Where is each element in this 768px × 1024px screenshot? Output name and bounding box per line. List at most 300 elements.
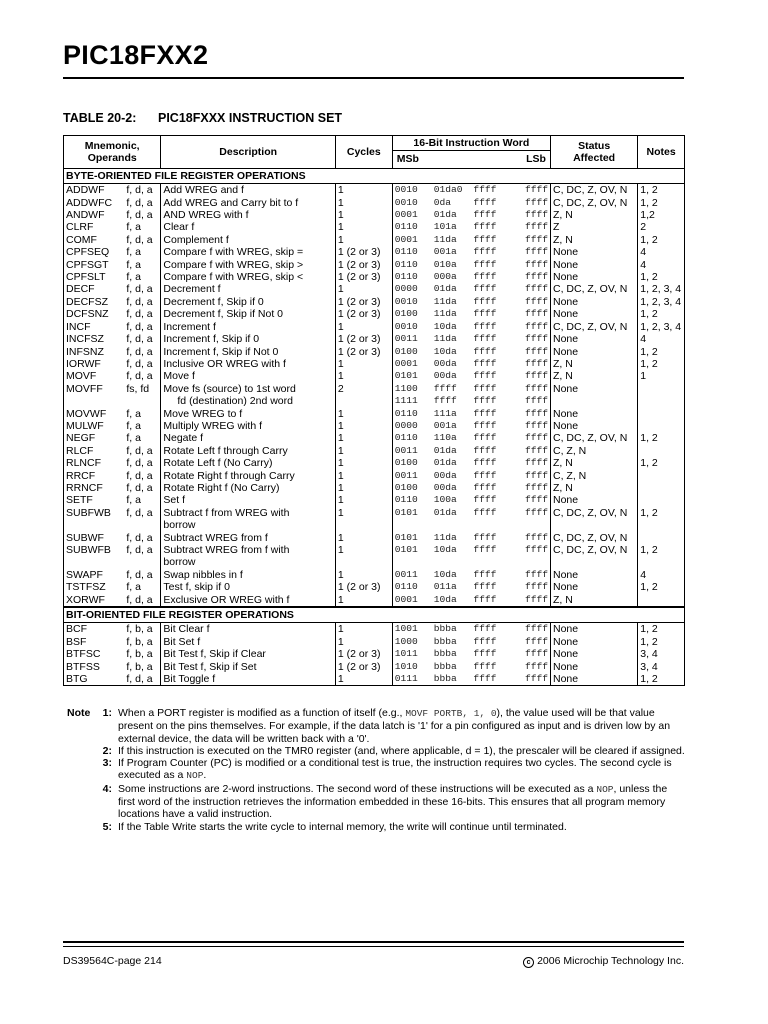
opcode-nibble-cell [511,623,551,636]
mnemonic-cell: RLCF [64,445,125,457]
description-text: Exclusive OR WREG with f [163,593,290,606]
description-cell [161,184,336,197]
header-instruction-word: 16-Bit Instruction Word [392,136,550,151]
opcode-nibble-cell [471,648,511,660]
cycles-cell: 1 [335,184,392,197]
opcode-nibble: 0110 [394,246,418,258]
opcode-nibble-cell [471,661,511,673]
opcode-nibble-cell [392,594,432,607]
instruction-row [64,420,685,432]
cycles-cell: 1 [335,569,392,581]
status-cell: None [550,494,637,506]
instruction-row [64,594,685,607]
note-text-part: . [203,769,207,782]
description-cell [161,581,336,593]
opcode-nibble: 0011 [394,568,418,580]
opcode-nibble: ffff [524,320,548,332]
instruction-row [64,234,685,246]
opcode-nibble: 110a [433,432,457,444]
operands-cell: f, d, a [124,184,161,197]
opcode-nibble-cell [471,507,511,532]
opcode-nibble: 0110 [394,581,418,593]
opcode-nibble: ffff [473,295,497,307]
opcode-nibble-cell [471,296,511,308]
opcode-nibble-cell [432,445,472,457]
opcode-nibble: 010a [433,258,457,270]
notes-cell: 1, 2 [638,673,685,686]
description-cell [161,370,336,382]
opcode-nibble: ffff [473,531,497,543]
opcode-nibble: bbba [433,623,457,635]
description-text: Clear f [163,221,195,234]
operands-cell: f, d, a [124,333,161,345]
note-text-part: When a PORT register is modified as a function of itself (e.g., [118,707,406,719]
mnemonic-cell: SETF [64,494,125,506]
instruction-row [64,661,685,673]
note-code: MOVF PORTB, 1, 0 [405,708,497,719]
opcode-nibble: 0111 [394,673,418,685]
instruction-row [64,296,685,308]
operands-cell: f, d, a [124,569,161,581]
opcode-nibble: ffff [433,382,457,394]
note-label [63,745,118,757]
cycles-cell: 1 [335,283,392,295]
instruction-row [64,259,685,271]
opcode-nibble: ffff [473,209,497,221]
opcode-nibble: ffff [473,283,497,295]
cycles-cell: 2 [335,383,392,408]
opcode-nibble: 00da [433,370,457,382]
opcode-nibble: 11da [433,308,457,320]
opcode-nibble: 11da [433,531,457,543]
description-text: Compare f with WREG, skip < [163,271,304,284]
opcode-nibble: ffff [524,593,548,605]
status-cell: None [550,673,637,686]
description-text: Subtract WREG from f with [163,544,290,556]
opcode-nibble: 000a [433,271,457,283]
opcode-nibble-cell [392,209,432,221]
opcode-nibble: ffff [524,209,548,221]
opcode-nibble: 0110 [394,494,418,506]
opcode-nibble: 0da [433,196,452,208]
status-cell: C, DC, Z, OV, N [550,432,637,444]
notes-cell: 1, 2 [638,623,685,636]
description-text: Decrement f [163,283,221,296]
cycles-cell: 1 [335,673,392,686]
description-text: Set f [163,494,185,507]
operands-cell: f, d, a [124,594,161,607]
status-cell: None [550,648,637,660]
note-number: 1: [102,707,112,719]
footer-copyright-text: 2006 Microchip Technology Inc. [537,955,684,967]
opcode-nibble-cell [432,383,472,408]
operands-cell: f, a [124,494,161,506]
instruction-row [64,648,685,660]
opcode-nibble-cell [511,408,551,420]
mnemonic-cell: MOVWF [64,408,125,420]
notes-cell: 1, 2 [638,184,685,197]
opcode-nibble-cell [392,445,432,457]
description-text: Rotate Right f through Carry [163,469,295,482]
opcode-nibble-cell [511,346,551,358]
notes-cell: 1, 2 [638,636,685,648]
footer-divider [63,941,684,943]
opcode-nibble: ffff [524,258,548,270]
opcode-nibble: 0010 [394,196,418,208]
cycles-cell: 1 [335,623,392,636]
opcode-nibble: ffff [524,568,548,580]
opcode-nibble: ffff [473,673,497,685]
opcode-nibble-cell [392,259,432,271]
opcode-nibble: 00da [433,481,457,493]
note-item [63,707,685,745]
opcode-nibble: 10da [433,345,457,357]
opcode-nibble-cell [511,383,551,408]
cycles-cell: 1 (2 or 3) [335,308,392,320]
operands-cell: f, d, a [124,445,161,457]
cycles-cell: 1 [335,470,392,482]
description-cell [161,408,336,420]
opcode-nibble: 0110 [394,407,418,419]
operands-cell: f, d, a [124,457,161,469]
notes-cell: 1, 2 [638,197,685,209]
note-word: Note [67,707,91,719]
instruction-row [64,209,685,221]
opcode-nibble-cell [511,370,551,382]
opcode-nibble-word2: 1111 [394,395,418,407]
status-cell: None [550,346,637,358]
description-text: Add WREG and Carry bit to f [163,196,299,209]
notes-cell [638,494,685,506]
opcode-nibble: 11da [433,295,457,307]
opcode-nibble: 111a [433,407,457,419]
instruction-row [64,246,685,258]
opcode-nibble-cell [471,445,511,457]
opcode-nibble-cell [471,623,511,636]
cycles-cell: 1 [335,321,392,333]
notes-cell [638,482,685,494]
opcode-nibble-cell [432,581,472,593]
note-text [118,745,685,757]
mnemonic-cell: SUBFWB [64,507,125,532]
mnemonic-cell: NEGF [64,432,125,444]
section-header-row [64,168,685,183]
operands-cell: f, d, a [124,296,161,308]
note-item [63,821,685,833]
mnemonic-cell: RLNCF [64,457,125,469]
opcode-nibble-cell [432,321,472,333]
opcode-nibble-cell [511,432,551,444]
opcode-nibble-cell [432,494,472,506]
description-text: Rotate Left f through Carry [163,444,288,457]
opcode-nibble: ffff [473,382,497,394]
notes-section [63,707,685,833]
opcode-nibble: ffff [524,370,548,382]
notes-cell: 1, 2, 3, 4 [638,296,685,308]
notes-cell: 1, 2 [638,457,685,469]
opcode-nibble-word2: ffff [433,395,457,407]
status-cell: Z, N [550,370,637,382]
opcode-nibble-cell [471,333,511,345]
cycles-cell: 1 [335,594,392,607]
opcode-nibble: 01da [433,506,457,518]
description-cell [161,259,336,271]
status-cell: C, DC, Z, OV, N [550,184,637,197]
operands-cell: f, d, a [124,346,161,358]
opcode-nibble: bbba [433,635,457,647]
opcode-nibble-cell [511,594,551,607]
note-text [118,757,685,783]
description-cell [161,308,336,320]
opcode-nibble-cell [511,358,551,370]
description-text: Inclusive OR WREG with f [163,357,286,370]
note-text-part: Some instructions are 2-word instructions. The second word of these instructions will be executed as a [118,782,597,795]
opcode-nibble: ffff [473,457,497,469]
status-cell: Z, N [550,594,637,607]
note-text-part: ), the value used will be that value present on the pins themselves. For example, if the data latch is '1' for a pin configured as input and is driven low by an external device, the data will be written back with a '0'. [118,707,671,745]
table-title: PIC18FXXX INSTRUCTION SET [158,111,343,125]
mnemonic-cell: TSTFSZ [64,581,125,593]
opcode-nibble-cell [432,346,472,358]
opcode-nibble-cell [392,420,432,432]
opcode-nibble-cell [511,661,551,673]
opcode-nibble-cell [392,482,432,494]
opcode-nibble-cell [471,420,511,432]
note-label [63,783,118,821]
description-text: Subtract f from WREG with [163,506,290,519]
opcode-nibble: ffff [473,271,497,283]
note-text [118,707,685,745]
opcode-nibble-cell [511,246,551,258]
header-mnemonic: Mnemonic, [84,139,140,152]
opcode-nibble-cell [432,636,472,648]
opcode-nibble-cell [471,636,511,648]
opcode-nibble: 0101 [394,544,418,555]
mnemonic-cell: INFSNZ [64,346,125,358]
operands-cell: f, d, a [124,197,161,209]
opcode-nibble-cell [432,673,472,686]
header-status-line2: Affected [573,151,616,164]
opcode-nibble-cell [432,246,472,258]
instruction-row [64,432,685,444]
opcode-nibble: 01da [433,457,457,469]
note-label [63,757,118,783]
opcode-nibble: ffff [524,581,548,593]
opcode-nibble: ffff [524,246,548,258]
opcode-nibble: 01da [433,444,457,456]
status-cell: Z, N [550,234,637,246]
opcode-nibble-cell [471,234,511,246]
cycles-cell: 1 [335,432,392,444]
status-cell: Z, N [550,457,637,469]
header-status-line1: Status [578,139,611,152]
note-code: NOP [596,783,614,795]
mnemonic-cell: CPFSLT [64,271,125,283]
notes-cell: 4 [638,246,685,258]
operands-cell: f, a [124,259,161,271]
opcode-nibble-cell [511,636,551,648]
description-text: Compare f with WREG, skip = [163,246,304,259]
opcode-nibble: ffff [524,506,548,518]
opcode-nibble-cell [511,321,551,333]
instruction-row [64,346,685,358]
opcode-nibble-cell [471,482,511,494]
opcode-nibble: 10da [433,568,457,580]
note-item [63,757,685,783]
operands-cell: f, d, a [124,209,161,221]
opcode-nibble-cell [471,184,511,197]
status-cell: None [550,569,637,581]
opcode-nibble: ffff [524,635,548,647]
opcode-nibble: 1000 [394,635,418,647]
opcode-nibble: 11da [433,233,457,245]
notes-cell: 1, 2 [638,358,685,370]
opcode-nibble: 0110 [394,221,418,233]
status-cell: None [550,581,637,593]
status-cell: None [550,623,637,636]
header-mnemonic-operands [64,136,161,169]
status-cell: C, DC, Z, OV, N [550,321,637,333]
notes-cell [638,445,685,457]
operands-cell: f, a [124,420,161,432]
operands-cell: fs, fd [124,383,161,408]
mnemonic-cell: SWAPF [64,569,125,581]
opcode-nibble: 100a [433,494,457,506]
description-cell [161,321,336,333]
note-text [118,783,685,821]
opcode-nibble-cell [432,308,472,320]
opcode-nibble: 001a [433,246,457,258]
instruction-row [64,197,685,209]
opcode-nibble: ffff [473,494,497,506]
opcode-nibble: ffff [524,660,548,672]
instruction-row [64,308,685,320]
opcode-nibble-cell [511,234,551,246]
opcode-nibble-cell [392,370,432,382]
status-cell: None [550,661,637,673]
description-text: Move WREG to f [163,407,243,420]
opcode-nibble: ffff [524,648,548,660]
cycles-cell: 1 [335,445,392,457]
section-title: BIT-ORIENTED FILE REGISTER OPERATIONS [64,607,685,623]
copyright-icon: c [523,957,534,968]
opcode-nibble-cell [392,184,432,197]
opcode-nibble-cell [432,457,472,469]
description-text: Swap nibbles in f [163,568,243,581]
opcode-nibble: 0100 [394,457,418,469]
description-text: Rotate Left f (No Carry) [163,457,273,470]
cycles-cell: 1 (2 or 3) [335,648,392,660]
opcode-nibble-cell [392,308,432,320]
notes-cell [638,470,685,482]
operands-cell: f, b, a [124,648,161,660]
description-text: Increment f, Skip if 0 [163,333,260,346]
opcode-nibble-cell [511,507,551,532]
description-text-line2: fd (destination) 2nd word [177,395,293,408]
status-cell: None [550,383,637,408]
description-cell [161,221,336,233]
notes-cell [638,383,685,408]
status-cell: None [550,246,637,258]
opcode-nibble: 0011 [394,333,418,345]
opcode-nibble: 01da [433,209,457,221]
opcode-nibble: ffff [524,357,548,369]
cycles-cell: 1 [335,457,392,469]
note-text-part: , unless the first word of the instruction retrieves the information embedded in these 16-bits. This ensures that all program memory locations have a valid instruction. [118,782,668,821]
header-lsb: LSb [526,153,546,166]
operands-cell: f, b, a [124,636,161,648]
mnemonic-cell: RRNCF [64,482,125,494]
opcode-nibble: ffff [473,444,497,456]
cycles-cell: 1 [335,408,392,420]
description-cell [161,234,336,246]
opcode-nibble: ffff [524,283,548,295]
opcode-nibble-cell [511,221,551,233]
opcode-nibble-cell [471,494,511,506]
operands-cell: f, b, a [124,661,161,673]
notes-cell [638,420,685,432]
opcode-nibble-cell [392,271,432,283]
instruction-row [64,408,685,420]
opcode-nibble-cell [432,544,472,569]
opcode-nibble: ffff [524,544,548,555]
description-text: Rotate Right f (No Carry) [163,481,280,494]
description-text: Bit Test f, Skip if Clear [163,648,266,661]
mnemonic-cell: MULWF [64,420,125,432]
opcode-nibble-cell [432,370,472,382]
operands-cell: f, d, a [124,673,161,686]
opcode-nibble: bbba [433,660,457,672]
opcode-nibble: 0110 [394,258,418,270]
description-text: Increment f, Skip if Not 0 [163,345,279,358]
description-text: Move fs (source) to 1st word [163,382,296,395]
mnemonic-cell: ADDWFC [64,197,125,209]
note-number: 2: [102,744,112,757]
description-text: Add WREG and f [163,184,244,197]
note-label [63,707,118,745]
cycles-cell: 1 [335,370,392,382]
instruction-row [64,544,685,569]
opcode-nibble-cell [392,544,432,569]
opcode-nibble: ffff [473,648,497,660]
operands-cell: f, d, a [124,308,161,320]
description-cell [161,333,336,345]
opcode-nibble-cell [392,296,432,308]
opcode-nibble: 0000 [394,283,418,295]
description-cell [161,358,336,370]
opcode-nibble: ffff [524,233,548,245]
opcode-nibble-cell [392,283,432,295]
opcode-nibble: 0001 [394,209,418,221]
opcode-nibble-cell [471,271,511,283]
opcode-nibble-cell [511,581,551,593]
instruction-row [64,333,685,345]
opcode-nibble-cell [471,283,511,295]
opcode-nibble: 1001 [394,623,418,635]
opcode-nibble-cell [471,246,511,258]
instruction-row [64,283,685,295]
opcode-nibble: ffff [473,481,497,493]
opcode-nibble: ffff [473,233,497,245]
note-text-part: If Program Counter (PC) is modified or a conditional test is true, the instruction requires two cycles. The second cycle is executed as a [118,757,672,782]
description-text: Decrement f, Skip if Not 0 [163,308,284,321]
description-cell [161,470,336,482]
description-cell [161,532,336,544]
opcode-nibble-cell [511,296,551,308]
status-cell: Z [550,221,637,233]
description-text: Negate f [163,432,204,445]
opcode-nibble-cell [392,246,432,258]
